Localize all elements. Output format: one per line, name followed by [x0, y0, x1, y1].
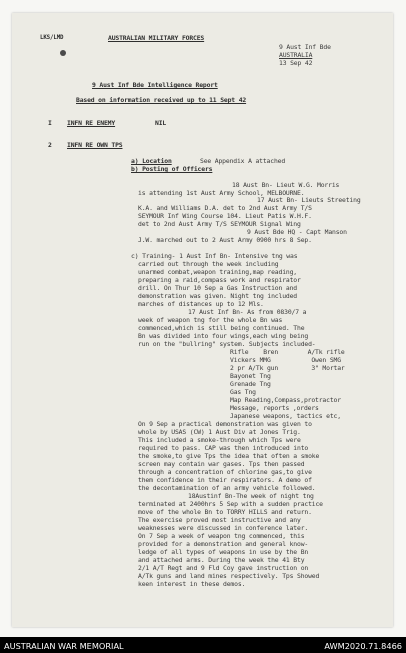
section-1-label: INFN RE ENEMY	[67, 119, 116, 127]
body-line: On 9 Sep a practical demonstration was given to	[138, 420, 312, 428]
body-line: provided for a demonstration and general know-	[138, 540, 309, 548]
footer-bar	[0, 637, 406, 653]
body-line: the decontamination of an army vehicle followed.	[138, 484, 316, 492]
section-1-number: I	[48, 119, 52, 127]
body-line: commenced,which is still being continued. The	[138, 324, 305, 332]
body-line: 18Austinf Bn-The week of night tng	[188, 492, 314, 500]
body-line: screen may contain war gases. Tps then passed	[138, 460, 305, 468]
report-date: 13 Sep 42	[279, 59, 313, 67]
body-line: det to 2nd Aust Army T/S SEYMOUR Signal Wing	[138, 220, 301, 228]
item-a-text: See Appendix A attached	[200, 157, 286, 165]
body-line: terminated at 2400hrs 5 Sep with a sudden practice	[138, 500, 323, 508]
body-line: Map Reading,Compass,protractor	[230, 396, 341, 404]
body-line: Grenade Tng	[230, 380, 271, 388]
body-line: preparing a raid,compass work and respirator	[138, 276, 301, 284]
body-line: 18 Aust Bn- Lieut W.G. Morris	[232, 181, 340, 189]
body-line: required to pass. CAP was then introduced into	[138, 444, 309, 452]
body-line: Message, reports ,orders	[230, 404, 319, 412]
report-subtitle: Based on information received up to 11 Sept 42	[76, 96, 247, 104]
body-line: ledge of all types of weapons in use by the Bn	[138, 548, 309, 556]
body-line: run on the "bullring" system. Subjects included-	[138, 340, 316, 348]
body-line: 9 Aust Bde HQ - Capt Manson	[247, 228, 347, 236]
body-line: Japanese weapons, tactics etc,	[230, 412, 341, 420]
body-line: 2/1 A/T Regt and 9 Fld Coy gave instruction on	[138, 564, 309, 572]
punch-hole	[60, 50, 66, 56]
body-line: weaknesses were discussed in conference later.	[138, 524, 309, 532]
body-line: move of the whole Bn to TORRY HILLS and return.	[138, 508, 312, 516]
body-line: 2 pr A/Tk gun 3" Mortar	[230, 364, 345, 372]
organisation-heading: AUSTRALIAN MILITARY FORCES	[108, 34, 205, 42]
section-2-label: INFN RE OWN TPS	[67, 141, 123, 149]
section-1-value: NIL	[155, 119, 167, 127]
body-line: 17 Aust Inf Bn- As from 0830/7 a	[188, 308, 307, 316]
section-2-number: 2	[48, 141, 52, 149]
body-line: whole by USAS (CW) 1 Aust Div at Jones Trig.	[138, 428, 301, 436]
body-line: SEYMOUR Inf Wing Course 104. Lieut Patis W.H.F.	[138, 212, 312, 220]
body-line: Bayonet Tng	[230, 372, 271, 380]
report-title: 9 Aust Inf Bde Intelligence Report	[92, 81, 218, 89]
body-line: week of weapon tng for the whole Bn was	[138, 316, 283, 324]
body-line: Gas Tng	[230, 388, 256, 396]
footer-accession-number: AWM2020.71.8466	[324, 641, 402, 651]
body-line: On 7 Sep a week of weapon tng commenced, this	[138, 532, 305, 540]
item-a-label: a) Location	[131, 157, 172, 165]
body-line: keen interest in these demos.	[138, 580, 246, 588]
body-line: the smoke,to give Tps the idea that often a smoke	[138, 452, 320, 460]
body-line: is attending 1st Aust Army School, MELBOURNE.	[138, 189, 305, 197]
body-line: and attached arms. During the week the 41 Bty	[138, 556, 305, 564]
body-line: Vickers MMG Owen SMG	[230, 356, 341, 364]
body-line: Rifle Bren A/Tk rifle	[230, 348, 345, 356]
body-line: The exercise proved most instructive and any	[138, 516, 301, 524]
body-line: through a concentration of chlorine gas,to give	[138, 468, 312, 476]
body-line: them confidence in their respirators. A demo of	[138, 476, 312, 484]
reference-code: LKS/LMD	[40, 35, 64, 41]
body-line: unarmed combat,weapon training,map reading,	[138, 268, 297, 276]
item-b-label: b) Posting of Officers	[131, 165, 213, 173]
body-line: 17 Aust Bn- Lieuts Streeting	[257, 196, 361, 204]
body-line: drill. On Thur 10 Sep a Gas Instruction and	[138, 284, 297, 292]
unit-name: 9 Aust Inf Bde	[279, 43, 331, 51]
footer-source: AUSTRALIAN WAR MEMORIAL	[4, 641, 124, 651]
body-line: J.W. marched out to 2 Aust Army 0900 hrs 8 Sep.	[138, 236, 312, 244]
body-line: marches of distances up to 12 Mls.	[138, 300, 264, 308]
body-line: Bn was divided into four wings,each wing being	[138, 332, 309, 340]
body-line: demonstration was given. Night tng included	[138, 292, 297, 300]
body-line: K.A. and Williams D.A. det to 2nd Aust Army T/S	[138, 204, 312, 212]
body-line: A/Tk guns and land mines respectively. Tps Showed	[138, 572, 320, 580]
unit-location: AUSTRALIA	[279, 51, 313, 59]
body-line: c) Training- 1 Aust Inf Bn- Intensive tng was	[131, 252, 298, 260]
body-line: carried out through the week including	[138, 260, 279, 268]
body-line: This included a smoke-through which Tps were	[138, 436, 301, 444]
